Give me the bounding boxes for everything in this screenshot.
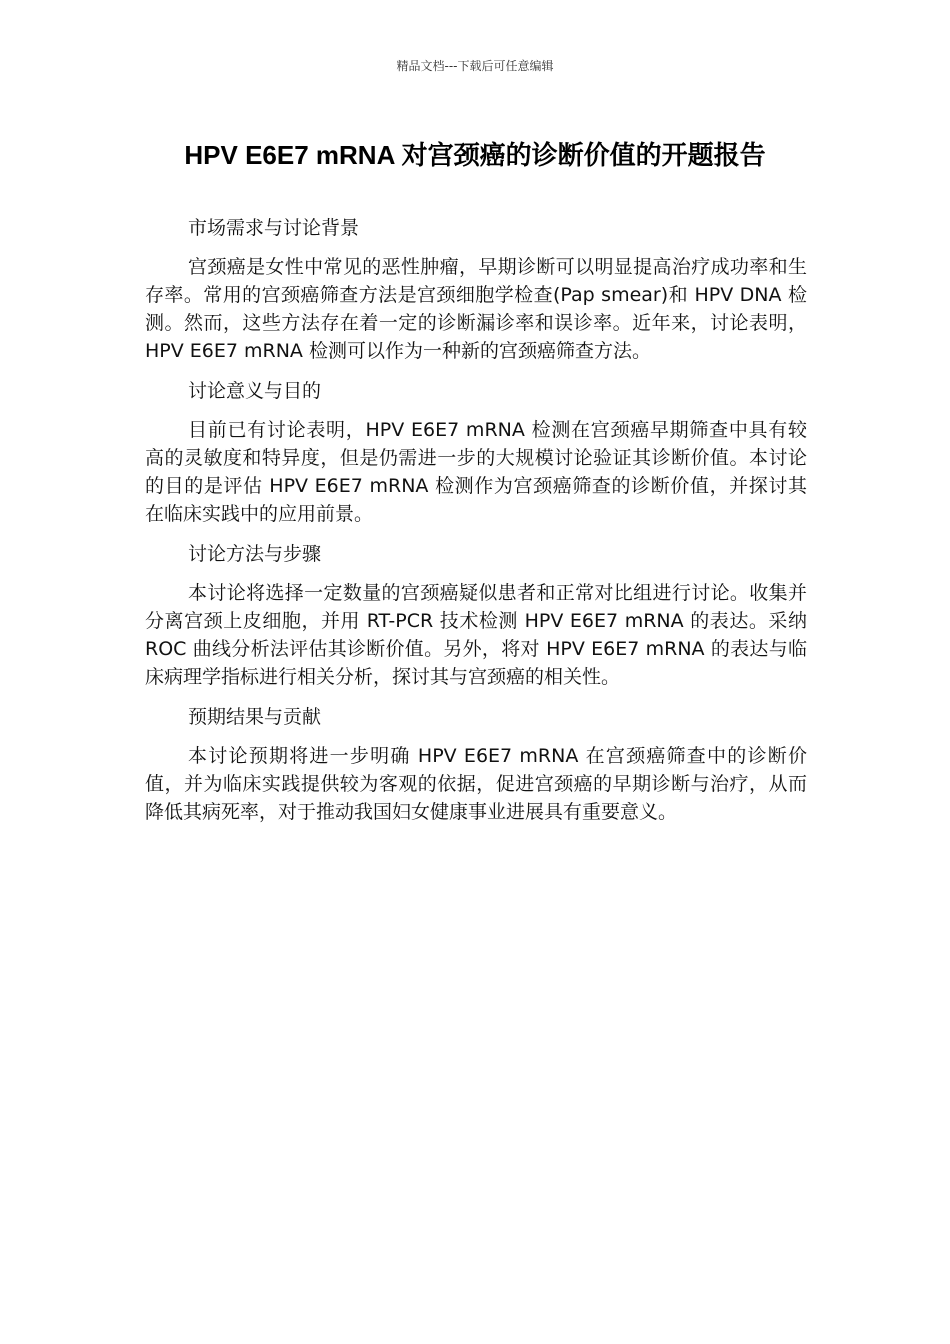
paragraph-purpose: 目前已有讨论表明，HPV E6E7 mRNA 检测在宫颈癌早期筛查中具有较高的灵敏度和特异度，但是仍需进一步的大规模讨论验证其诊断价值。本讨论的目的是评估 HPV E6E7 mRNA 检测作为宫颈癌筛查的诊断价值，并探讨其在临床实践中的应用前景。 — [145, 419, 807, 525]
paragraph-methods: 本讨论将选择一定数量的宫颈癌疑似患者和正常对比组进行讨论。收集并分离宫颈上皮细胞，并用 RT-PCR 技术检测 HPV E6E7 mRNA 的表达。采纳 ROC 曲线分析法评估其诊断价值。另外，将对 HPV E6E7 mRNA 的表达与临床病理学指标进行相关分析，探讨其与宫颈癌的相关性。 — [145, 582, 807, 688]
document-title: HPV E6E7 mRNA 对宫颈癌的诊断价值的开题报告 — [184, 140, 766, 170]
section-heading-methods: 讨论方法与步骤 — [188, 543, 322, 565]
paragraph-background: 宫颈癌是女性中常见的恶性肿瘤，早期诊断可以明显提高治疗成功率和生存率。常用的宫颈癌筛查方法是宫颈细胞学检查(Pap smear)和 HPV DNA 检测。然而，这些方法存在着一定的诊断漏诊率和误诊率。近年来，讨论表明，HPV E6E7 mRNA 检测可以作为一种新的宫颈癌筛查方法。 — [145, 256, 807, 362]
document-body — [145, 214, 807, 838]
page-header: 精品文档---下载后可任意编辑 — [396, 59, 554, 73]
section-heading-expected-results: 预期结果与贡献 — [188, 706, 322, 728]
section-heading-background: 市场需求与讨论背景 — [188, 217, 360, 239]
section-heading-purpose: 讨论意义与目的 — [188, 380, 322, 402]
paragraph-expected-results: 本讨论预期将进一步明确 HPV E6E7 mRNA 在宫颈癌筛查中的诊断价值，并为临床实践提供较为客观的依据，促进宫颈癌的早期诊断与治疗，从而降低其病死率，对于推动我国妇女健康事业进展具有重要意义。 — [145, 745, 807, 823]
